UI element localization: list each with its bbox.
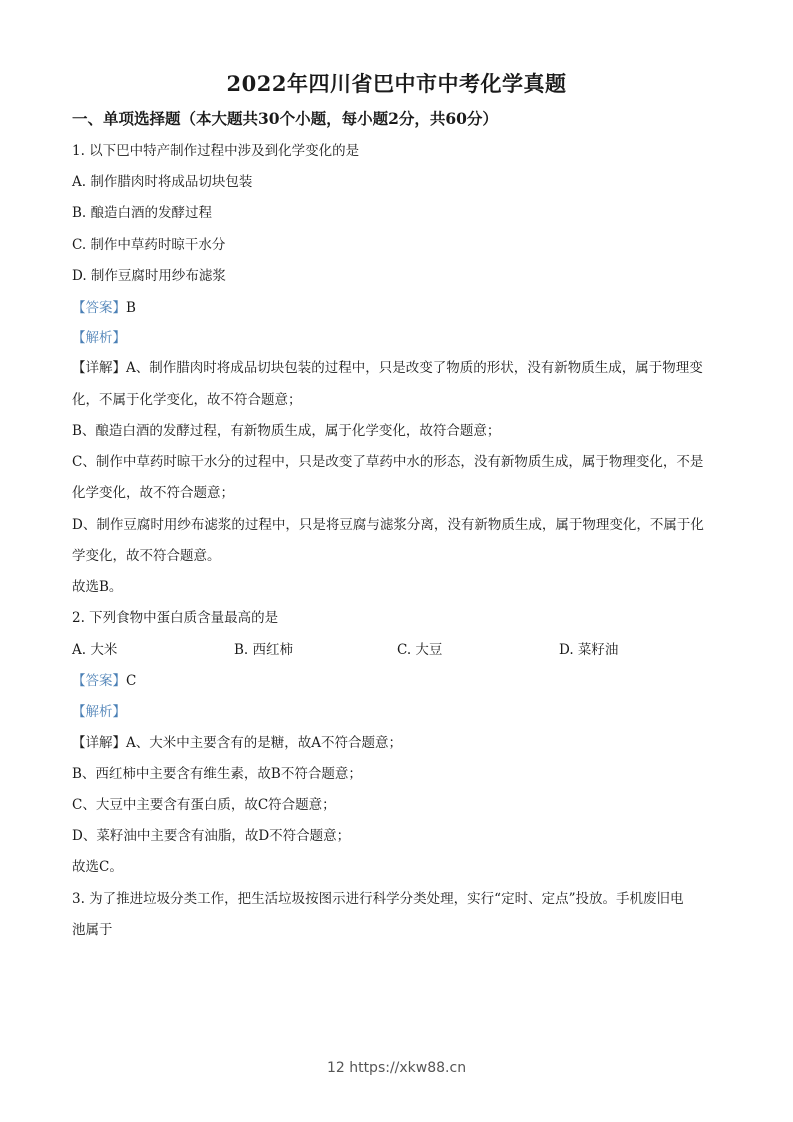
- question-2-stem: 2. 下列食物中蛋白质含量最高的是: [72, 610, 279, 626]
- question-1-option-d: D. 制作豆腐时用纱布滤浆: [72, 268, 226, 284]
- question-1-detail-line: 【详解】A、制作腊肉时将成品切块包装的过程中，只是改变了物质的形状，没有新物质生成，属于物理变: [72, 360, 703, 376]
- question-2-detail-line: 【详解】A、大米中主要含有的是糖，故A不符合题意；: [72, 735, 402, 751]
- question-1-option-b: B. 酿造白酒的发酵过程: [72, 205, 213, 221]
- question-1-answer: [72, 298, 136, 318]
- question-1-detail-line: C、制作中草药时晾干水分的过程中，只是改变了草药中水的形态，没有新物质生成，属于物理变化，不是: [72, 454, 704, 470]
- question-1-option-a: A. 制作腊肉时将成品切块包装: [72, 174, 253, 190]
- section-heading: 一、单项选择题（本大题共30个小题，每小题2分，共60分）: [72, 109, 498, 128]
- detail-label: 【详解】: [72, 735, 126, 751]
- question-1-conclusion: 故选B。: [72, 579, 123, 595]
- question-1-detail-line: 化，不属于化学变化，故不符合题意；: [72, 392, 302, 408]
- answer-label: 【答案】: [72, 673, 126, 689]
- question-1-detail-line: D、制作豆腐时用纱布滤浆的过程中，只是将豆腐与滤浆分离，没有新物质生成，属于物理变化，不属于化: [72, 517, 704, 533]
- question-2-analysis-label: 【解析】: [72, 704, 126, 720]
- question-2-detail-line: B、西红柿中主要含有维生素，故B不符合题意；: [72, 766, 362, 782]
- page-footer: 12 https://xkw88.cn: [326, 1060, 467, 1076]
- question-3-stem-line: 3. 为了推进垃圾分类工作，把生活垃圾按图示进行科学分类处理，实行“定时、定点”投放。手机废旧电: [72, 891, 684, 907]
- question-2-conclusion: 故选C。: [72, 859, 123, 875]
- answer-value: B: [126, 300, 136, 316]
- question-1-detail-line: 化学变化，故不符合题意；: [72, 485, 234, 501]
- question-2-option-a: A. 大米: [72, 642, 118, 658]
- answer-label: 【答案】: [72, 300, 126, 316]
- question-1-detail-line: 学变化，故不符合题意。: [72, 548, 221, 564]
- question-2-option-d: D. 菜籽油: [559, 642, 619, 658]
- question-2-detail-line: D、菜籽油中主要含有油脂，故D不符合题意；: [72, 828, 351, 844]
- page-title: 2022年四川省巴中市中考化学真题: [226, 71, 567, 96]
- detail-label: 【详解】: [72, 360, 126, 376]
- question-2-option-c: C. 大豆: [397, 642, 443, 658]
- question-2-option-b: B. 西红柿: [234, 642, 294, 658]
- question-2-answer: [72, 671, 136, 691]
- question-1-option-c: C. 制作中草药时晾干水分: [72, 237, 226, 253]
- question-3-stem-line: 池属于: [72, 922, 113, 938]
- answer-value: C: [126, 673, 137, 689]
- question-2-detail-line: C、大豆中主要含有蛋白质，故C符合题意；: [72, 797, 336, 813]
- question-1-analysis-label: 【解析】: [72, 330, 126, 346]
- question-1-detail-line: B、酿造白酒的发酵过程，有新物质生成，属于化学变化，故符合题意；: [72, 423, 501, 439]
- question-1-stem: 1. 以下巴中特产制作过程中涉及到化学变化的是: [72, 143, 360, 159]
